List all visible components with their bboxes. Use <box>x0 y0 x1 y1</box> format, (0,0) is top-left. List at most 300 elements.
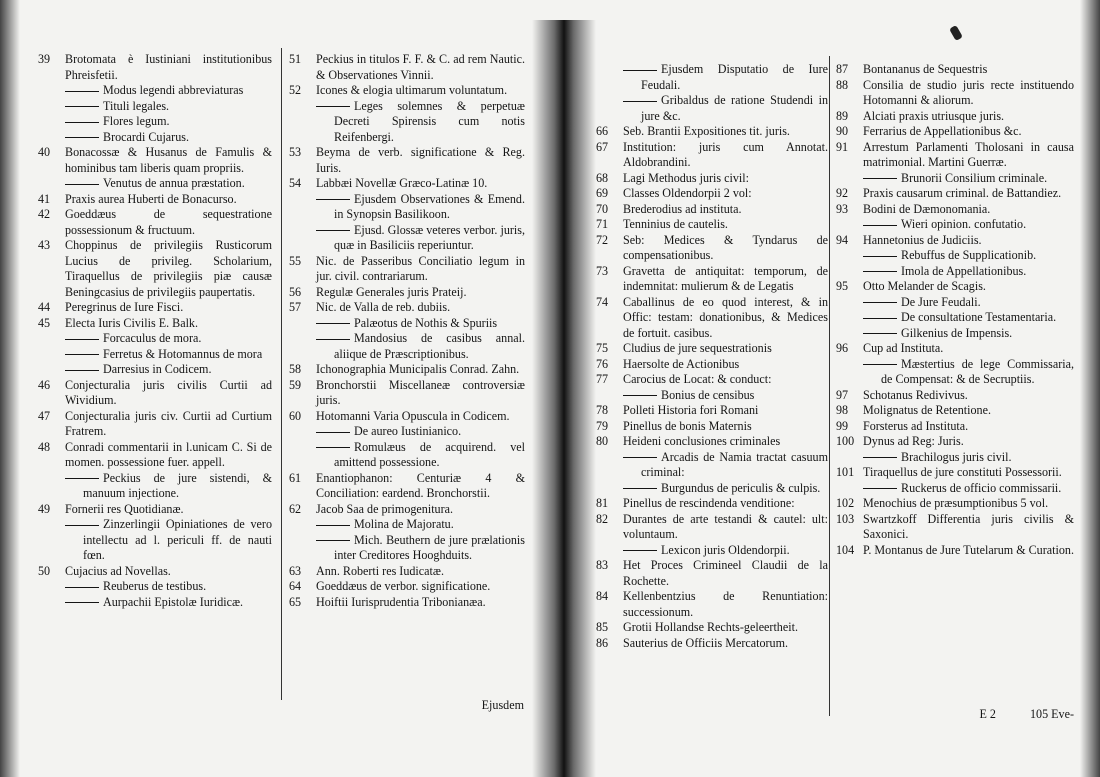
entry-title: Conjecturalia juris civilis Curtii ad Wividium. <box>65 377 272 407</box>
entry-title: Mæstertius de lege Commissaria, de Compensat: & de Secruptiis. <box>881 356 1074 386</box>
entry-text <box>83 99 272 115</box>
entry-text <box>83 331 272 347</box>
entry-text <box>334 517 525 533</box>
page-edge-left <box>0 0 20 777</box>
entry-title: Nic. de Passeribus Conciliatio legum in jur. civil. contrariarum. <box>316 253 525 283</box>
catalog-entry <box>289 285 525 301</box>
catalog-entry <box>836 295 1074 311</box>
catalog-entry <box>596 372 828 388</box>
entry-text <box>623 341 828 357</box>
entry-title: Cujacius ad Novellas. <box>65 563 171 578</box>
entry-title: Consilia de studio juris recte instituendo Hotomanni & aliorum. <box>863 77 1074 107</box>
entry-number: 76 <box>596 356 609 371</box>
entry-text <box>863 388 1074 404</box>
catalog-entry <box>836 202 1074 218</box>
ditto-dash <box>863 333 897 334</box>
entry-text <box>316 564 525 580</box>
entry-title: Het Proces Crimineel Claudii de la Rochette. <box>623 558 828 588</box>
entry-text <box>65 207 272 238</box>
entry-number: 58 <box>289 362 302 376</box>
ditto-dash <box>65 339 99 340</box>
ditto-dash <box>65 587 99 588</box>
entry-number: 53 <box>289 145 302 159</box>
entry-title: Regulæ Generales juris Prateij. <box>316 284 467 299</box>
left-page-column-2 <box>289 52 525 610</box>
ditto-dash <box>316 339 350 340</box>
catalog-entry <box>836 543 1074 559</box>
entry-number: 56 <box>289 284 302 299</box>
entry-title: Lagi Methodus juris civil: <box>623 170 749 185</box>
entry-title: Icones & elogia ultimarum voluntatum. <box>316 83 508 97</box>
entry-title: Peckius in titulos F. F. & C. ad rem Nautic. & Observationes Vinnii. <box>316 52 525 82</box>
catalog-entry <box>38 471 272 502</box>
catalog-entry <box>289 517 525 533</box>
entry-title: Caballinus de eo quod interest, & in Offic: testam: donationibus, & Medices de fortuit. casibus. <box>623 294 828 340</box>
catalog-entry <box>596 636 828 652</box>
ditto-dash <box>65 122 99 123</box>
catalog-entry <box>289 595 525 611</box>
entry-text <box>316 579 525 595</box>
ditto-dash <box>316 540 350 541</box>
entry-title: Haersolte de Actionibus <box>623 356 740 371</box>
entry-text <box>881 450 1074 466</box>
entry-text <box>623 202 828 218</box>
catalog-entry <box>38 579 272 595</box>
entry-title: De Jure Feudali. <box>901 294 981 309</box>
entry-number: 62 <box>289 501 302 516</box>
ditto-dash <box>623 101 657 102</box>
catalog-entry <box>596 481 828 497</box>
entry-number: 98 <box>836 403 849 417</box>
catalog-entry <box>596 434 828 450</box>
entry-title: Brederodius ad instituta. <box>623 201 742 216</box>
catalog-entry <box>38 331 272 347</box>
catalog-entry <box>596 202 828 218</box>
entry-text <box>316 362 525 378</box>
entry-title: Hoiftii Iurisprudentia Tribonianæa. <box>316 594 486 609</box>
ditto-dash <box>65 91 99 92</box>
signature-mark: E 2 <box>979 707 996 721</box>
catalog-entry <box>596 589 828 620</box>
entry-number: 88 <box>836 77 849 92</box>
catalog-entry <box>38 347 272 363</box>
catalog-entry <box>596 419 828 435</box>
entry-number: 90 <box>836 124 849 138</box>
entry-text <box>316 254 525 285</box>
entry-text <box>623 233 828 264</box>
entry-title: P. Montanus de Jure Tutelarum & Curation. <box>863 542 1074 557</box>
catalog-entry <box>836 450 1074 466</box>
catalog-entry <box>289 424 525 440</box>
ditto-dash <box>316 323 350 324</box>
catalog-entry <box>836 264 1074 280</box>
entry-number: 72 <box>596 232 609 247</box>
entry-title: Brachilogus juris civil. <box>901 449 1012 464</box>
entry-title: Conjecturalia juris civ. Curtii ad Curtium Fratrem. <box>65 408 272 438</box>
ink-blot <box>949 25 963 41</box>
catalog-entry <box>38 502 272 518</box>
ditto-dash <box>316 106 350 107</box>
catalog-entry <box>596 171 828 187</box>
entry-text <box>65 316 272 332</box>
entry-text <box>316 378 525 409</box>
entry-number: 59 <box>289 377 302 392</box>
entry-title: Polleti Historia fori Romani <box>623 403 759 417</box>
catalog-entry <box>596 558 828 589</box>
catalog-entry <box>836 481 1074 497</box>
entry-title: Fornerii res Quotidianæ. <box>65 501 184 516</box>
catalog-entry <box>596 543 828 559</box>
entry-text <box>316 300 525 316</box>
ditto-dash <box>316 525 350 526</box>
entry-title: Arrestum Parlamenti Tholosani in causa matrimonial. Martini Guerræ. <box>863 139 1074 169</box>
entry-number: 96 <box>836 341 849 355</box>
entry-text <box>83 595 272 611</box>
catalog-entry <box>836 186 1074 202</box>
entry-text <box>623 372 828 388</box>
catalog-entry <box>38 362 272 378</box>
entry-title: Ejusd. Glossæ veteres verbor. juris, quæ in Basiliciis reperiuntur. <box>334 222 525 252</box>
entry-text <box>623 217 828 233</box>
catalog-entry <box>38 83 272 99</box>
entry-title: Conradi commentarii in l.unicam C. Si de momen. possessione fuer. appell. <box>65 439 272 469</box>
entry-text <box>881 171 1074 187</box>
catalog-entry <box>289 409 525 425</box>
entry-text <box>334 316 525 332</box>
entry-number: 94 <box>836 232 849 247</box>
entry-number: 61 <box>289 470 302 485</box>
catalog-entry <box>38 595 272 611</box>
entry-number: 41 <box>38 191 51 206</box>
entry-text <box>863 465 1074 481</box>
catalog-entry <box>38 409 272 440</box>
catalog-entry <box>836 434 1074 450</box>
entry-text <box>334 533 525 564</box>
catalog-entry <box>836 357 1074 388</box>
catalog-entry <box>836 310 1074 326</box>
right-page-footer <box>940 707 1074 722</box>
entry-text <box>623 357 828 373</box>
entry-text <box>83 347 272 363</box>
entry-text <box>881 481 1074 497</box>
ditto-dash <box>623 488 657 489</box>
entry-number: 86 <box>596 635 609 650</box>
entry-text <box>334 223 525 254</box>
entry-text <box>83 83 272 99</box>
catalog-entry <box>596 186 828 202</box>
catalog-entry <box>596 295 828 342</box>
entry-text <box>334 192 525 223</box>
catalog-entry <box>836 233 1074 249</box>
entry-title: Institution: juris cum Annotat. Aldobrandini. <box>623 139 828 169</box>
entry-title: Swartzkoff Differentia juris civilis & Saxonici. <box>863 511 1074 541</box>
entry-number: 95 <box>836 279 849 293</box>
entry-number: 69 <box>596 186 609 200</box>
entry-text <box>863 434 1074 450</box>
entry-text <box>863 341 1074 357</box>
ditto-dash <box>65 602 99 603</box>
entry-text <box>316 471 525 502</box>
entry-text <box>334 440 525 471</box>
ditto-dash <box>65 354 99 355</box>
ditto-dash <box>316 199 350 200</box>
entry-title: Arcadis de Namia tractat casuum criminal: <box>641 449 828 479</box>
right-page-column-2 <box>836 62 1074 558</box>
catalog-entry <box>289 99 525 146</box>
entry-title: Peregrinus de Iure Fisci. <box>65 300 184 314</box>
catalog-entry <box>38 378 272 409</box>
catalog-entry <box>289 52 525 83</box>
entry-title: Tiraquellus de jure constituti Possessorii. <box>863 465 1062 479</box>
ditto-dash <box>623 70 657 71</box>
entry-number: 39 <box>38 52 51 66</box>
entry-text <box>623 124 828 140</box>
ditto-dash <box>65 525 99 526</box>
catalog-entry <box>836 248 1074 264</box>
catalog-entry <box>596 341 828 357</box>
entry-text <box>863 202 1074 218</box>
catalog-entry <box>38 52 272 83</box>
entry-text <box>65 440 272 471</box>
entry-number: 80 <box>596 434 609 448</box>
entry-text <box>623 295 828 342</box>
entry-number: 101 <box>836 465 855 479</box>
catalog-entry <box>836 217 1074 233</box>
entry-title: Durantes de arte testandi & cautel: ult: voluntaum. <box>623 511 828 541</box>
right-page-catchword: 105 Eve- <box>1030 707 1074 721</box>
entry-title: Aurpachii Epistolæ Iuridicæ. <box>103 594 244 609</box>
catalog-entry <box>38 192 272 208</box>
entry-title: Bonacossæ & Husanus de Famulis & hominibus tam liberis quam propriis. <box>65 145 272 175</box>
entry-title: Goeddæus de sequestratione possessionum & fructuum. <box>65 207 272 237</box>
entry-title: Darresius in Codicem. <box>103 362 212 376</box>
catalog-entry <box>289 145 525 176</box>
entry-text <box>623 636 828 652</box>
column-rule-right <box>829 56 830 716</box>
entry-text <box>641 450 828 481</box>
entry-title: Alciati praxis utriusque juris. <box>863 108 1005 123</box>
ditto-dash <box>65 106 99 107</box>
catalog-entry <box>289 579 525 595</box>
entry-text <box>623 512 828 543</box>
entry-title: Mich. Beuthern de jure prælationis inter Creditores Hooghduits. <box>334 532 525 562</box>
catalog-entry <box>289 176 525 192</box>
entry-title: Ferrarius de Appellationibus &c. <box>863 124 1022 138</box>
entry-text <box>623 140 828 171</box>
entry-text <box>316 409 525 425</box>
entry-text <box>641 62 828 93</box>
entry-title: Schotanus Redivivus. <box>863 387 968 402</box>
entry-text <box>881 248 1074 264</box>
entry-title: Carocius de Locat: & conduct: <box>623 372 772 386</box>
entry-text <box>863 496 1074 512</box>
entry-title: Molignatus de Retentione. <box>863 403 991 417</box>
entry-number: 85 <box>596 620 609 634</box>
entry-title: Molina de Majoratu. <box>354 517 454 531</box>
catalog-entry <box>38 176 272 192</box>
ditto-dash <box>863 256 897 257</box>
entry-number: 89 <box>836 108 849 123</box>
entry-text <box>65 409 272 440</box>
catalog-entry <box>836 512 1074 543</box>
entry-text <box>65 564 272 580</box>
entry-title: Ejusdem Disputatio de Iure Feudali. <box>641 62 828 92</box>
entry-text <box>65 378 272 409</box>
entry-text <box>316 285 525 301</box>
catalog-entry <box>596 93 828 124</box>
catalog-entry <box>289 83 525 99</box>
entry-title: Hannetonius de Judiciis. <box>863 232 982 247</box>
entry-number: 43 <box>38 238 51 252</box>
catalog-entry <box>596 233 828 264</box>
entry-number: 104 <box>836 542 855 557</box>
entry-text <box>623 419 828 435</box>
catalog-entry <box>38 130 272 146</box>
entry-title: De consultatione Testamentaria. <box>901 310 1057 324</box>
entry-number: 74 <box>596 294 609 309</box>
entry-number: 47 <box>38 408 51 423</box>
catalog-entry <box>596 403 828 419</box>
catalog-entry <box>289 300 525 316</box>
entry-text <box>623 264 828 295</box>
catalog-entry <box>836 171 1074 187</box>
entry-text <box>863 140 1074 171</box>
entry-title: Leges solemnes & perpetuæ Decreti Spirensis cum notis Reifenbergi. <box>334 98 525 144</box>
ditto-dash <box>65 478 99 479</box>
catalog-entry <box>836 388 1074 404</box>
entry-number: 48 <box>38 439 51 454</box>
entry-number: 45 <box>38 315 51 330</box>
entry-title: Sauterius de Officiis Mercatorum. <box>623 635 789 650</box>
entry-text <box>641 93 828 124</box>
entry-text <box>316 145 525 176</box>
entry-number: 93 <box>836 201 849 216</box>
entry-title: Lexicon juris Oldendorpii. <box>661 542 790 557</box>
entry-number: 55 <box>289 253 302 268</box>
entry-title: Imola de Appellationibus. <box>901 263 1027 278</box>
entry-text <box>65 502 272 518</box>
entry-title: Tenninius de cautelis. <box>623 217 728 231</box>
entry-text <box>623 403 828 419</box>
entry-title: Bodini de Dæmonomania. <box>863 201 991 216</box>
catalog-entry <box>836 279 1074 295</box>
entry-title: Enantiophanon: Centuriæ 4 & Conciliation: eardend. Bronchorstii. <box>316 470 525 500</box>
entry-title: Tituli legales. <box>103 98 170 113</box>
entry-text <box>65 52 272 83</box>
entry-title: Goeddæus de verbor. significatione. <box>316 579 491 593</box>
entry-number: 84 <box>596 589 609 603</box>
entry-title: Menochius de præsumptionibus 5 vol. <box>863 496 1049 510</box>
entry-number: 44 <box>38 300 51 314</box>
entry-text <box>863 233 1074 249</box>
entry-text <box>863 512 1074 543</box>
entry-title: Beyma de verb. significatione & Reg. Iuris. <box>316 145 525 175</box>
ditto-dash <box>316 230 350 231</box>
entry-text <box>83 579 272 595</box>
ditto-dash <box>65 137 99 138</box>
entry-number: 66 <box>596 124 609 138</box>
entry-number: 68 <box>596 170 609 185</box>
entry-title: Flores legum. <box>103 114 170 128</box>
catalog-entry <box>289 316 525 332</box>
entry-number: 49 <box>38 501 51 516</box>
entry-number: 78 <box>596 403 609 417</box>
entry-text <box>334 331 525 362</box>
entry-title: Rebuffus de Supplicationib. <box>901 248 1037 262</box>
ditto-dash <box>863 318 897 319</box>
entry-text <box>316 502 525 518</box>
catalog-entry <box>836 403 1074 419</box>
entry-title: Wieri opinion. confutatio. <box>901 217 1027 231</box>
entry-title: Dynus ad Reg: Juris. <box>863 434 964 448</box>
ditto-dash <box>623 457 657 458</box>
book-gutter <box>532 20 596 777</box>
entry-title: Burgundus de periculis & culpis. <box>661 480 821 495</box>
entry-text <box>881 264 1074 280</box>
ditto-dash <box>316 432 350 433</box>
entry-text <box>623 589 828 620</box>
column-rule-left <box>281 48 282 700</box>
catalog-entry <box>38 207 272 238</box>
entry-text <box>623 186 828 202</box>
entry-number: 99 <box>836 418 849 433</box>
catalog-entry <box>289 502 525 518</box>
entry-title: Palæotus de Nothis & Spuriis <box>354 315 498 330</box>
entry-text <box>641 543 828 559</box>
entry-text <box>83 362 272 378</box>
entry-text <box>863 543 1074 559</box>
catalog-entry <box>289 254 525 285</box>
catalog-entry <box>289 440 525 471</box>
ditto-dash <box>623 395 657 396</box>
entry-text <box>316 52 525 83</box>
entry-title: Bonius de censibus <box>661 387 755 402</box>
catalog-entry <box>836 140 1074 171</box>
catalog-entry <box>836 109 1074 125</box>
entry-title: Reuberus de testibus. <box>103 579 207 593</box>
catalog-entry <box>38 238 272 300</box>
entry-text <box>881 295 1074 311</box>
entry-title: Cup ad Instituta. <box>863 341 944 355</box>
entry-title: Brocardi Cujarus. <box>103 129 189 144</box>
ditto-dash <box>863 457 897 458</box>
entry-title: Seb. Brantii Expositiones tit. juris. <box>623 124 790 138</box>
entry-number: 54 <box>289 176 302 190</box>
catalog-entry <box>38 99 272 115</box>
entry-title: Praxis aurea Huberti de Bonacurso. <box>65 191 237 206</box>
ditto-dash <box>863 302 897 303</box>
entry-title: Seb: Medices & Tyndarus de compensationibus. <box>623 232 828 262</box>
entry-number: 64 <box>289 579 302 593</box>
entry-text <box>863 279 1074 295</box>
entry-title: Choppinus de privilegiis Rusticorum Lucius de privileg. Scholarium, Tiraquellus de privilegiis piæ causæ Beningcasius de privilegiis paupertatis. <box>65 238 272 299</box>
catalog-entry <box>836 496 1074 512</box>
entry-text <box>641 481 828 497</box>
left-page-column-1 <box>38 52 272 610</box>
catalog-entry <box>836 62 1074 78</box>
entry-title: Bronchorstii Miscellaneæ controversiæ juris. <box>316 377 525 407</box>
entry-number: 87 <box>836 62 849 76</box>
catalog-entry <box>596 496 828 512</box>
entry-text <box>65 238 272 300</box>
entry-number: 52 <box>289 83 302 97</box>
entry-title: Venutus de annua præstation. <box>103 176 245 190</box>
ditto-dash <box>316 447 350 448</box>
entry-title: Classes Oldendorpii 2 vol: <box>623 186 752 200</box>
entry-number: 40 <box>38 145 51 159</box>
catalog-entry <box>596 512 828 543</box>
entry-title: Brunorii Consilium criminale. <box>901 170 1048 185</box>
